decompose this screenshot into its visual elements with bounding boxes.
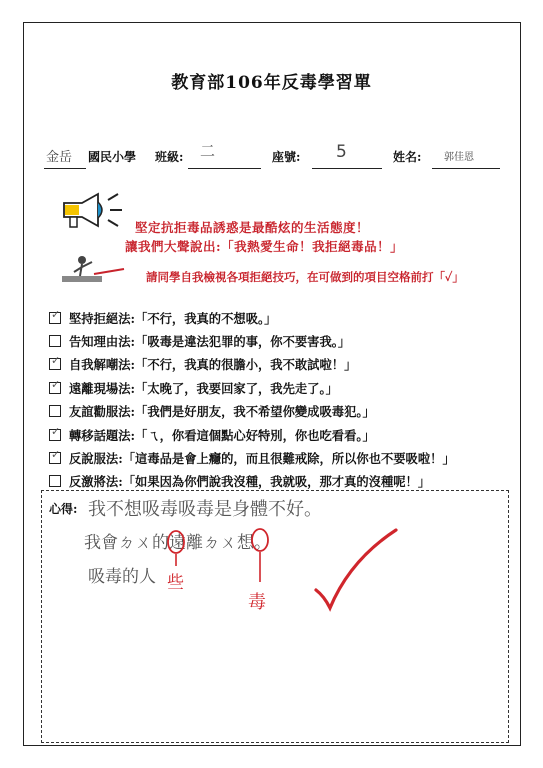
correction-char-1: 些	[167, 573, 184, 593]
item-text: 告知理由法:「吸毒是違法犯罪的事，你不要害我。」	[69, 334, 351, 350]
name-underline	[432, 150, 500, 169]
reflection-line-2: 我會ㄉㄨ的遠離ㄉㄨ想。	[84, 533, 271, 553]
school-suffix: 國民小學	[88, 150, 137, 164]
reflection-label: 心得:	[49, 502, 78, 516]
seat-value: 5	[336, 142, 347, 162]
checklist-item	[49, 353, 509, 376]
checkbox[interactable]	[49, 448, 61, 464]
worksheet-title: 教育部106年反毒學習單	[171, 73, 372, 93]
check-mark-icon: ✓	[51, 307, 61, 321]
megaphone-icon	[60, 190, 130, 232]
item-text: 反說服法:「這毒品是會上癮的，而且很難戒除，所以你也不要吸啦！」	[69, 451, 455, 467]
school-name-handwritten: 金岳	[46, 150, 73, 165]
checklist-item	[49, 329, 509, 352]
check-mark-icon: ✓	[51, 377, 61, 391]
checkbox[interactable]	[49, 475, 61, 487]
item-text: 堅持拒絕法:「不行，我真的不想吸。」	[69, 310, 277, 326]
seat-underline	[312, 150, 382, 169]
class-value: 二	[200, 142, 216, 160]
name-value: 郭佳恩	[444, 152, 474, 163]
checkbox[interactable]	[49, 424, 61, 441]
seat-label: 座號:	[272, 150, 301, 164]
checklist-item	[49, 306, 509, 329]
slogan-line-1: 堅定抗拒毒品誘惑是最酷炫的生活態度！	[135, 220, 370, 235]
checklist-item	[49, 423, 509, 446]
slogan-line-2: 讓我們大聲說出:「我熱愛生命！我拒絕毒品！」	[125, 239, 404, 254]
check-mark-icon: ✓	[51, 424, 61, 438]
checklist-item	[49, 446, 509, 469]
checkbox[interactable]	[49, 405, 61, 417]
checklist-item	[49, 376, 509, 399]
item-text: 遠離現場法:「太晚了，我要回家了，我先走了。」	[69, 380, 338, 396]
item-text: 反激將法:「如果因為你們說我沒種，我就吸，那才真的沒種呢！」	[69, 474, 431, 490]
check-mark-icon: ✓	[51, 354, 61, 368]
correction-char-2: 毒	[248, 592, 266, 613]
class-label: 班級:	[155, 150, 184, 164]
checkbox[interactable]	[49, 377, 61, 394]
check-mark-icon: ✓	[51, 448, 61, 462]
reflection-line-1: 我不想吸毒吸毒是身體不好。	[88, 499, 322, 520]
name-label: 姓名:	[393, 150, 422, 164]
school-underline	[44, 150, 86, 169]
class-underline	[188, 150, 261, 169]
instruction-text: 請同學自我檢視各項拒絕技巧，在可做到的項目空格前打「✓」	[146, 270, 464, 284]
checkbox[interactable]	[49, 354, 61, 370]
checkbox[interactable]	[49, 307, 61, 324]
item-text: 友誼勸服法:「我們是好朋友，我不希望你變成吸毒犯。」	[69, 404, 375, 420]
checklist-item	[49, 400, 509, 423]
checkbox[interactable]	[49, 335, 61, 347]
item-text: 轉移話題法:「ㄟ，你看這個點心好特別，你也吃看看。」	[69, 427, 375, 443]
checklist	[49, 306, 509, 493]
pointing-figure-icon	[58, 254, 126, 284]
reflection-line-3: 吸毒的人	[88, 567, 156, 587]
item-text: 自我解嘲法:「不行，我真的很膽小，我不敢試啦！」	[69, 357, 357, 373]
teacher-correction-marks	[160, 520, 400, 630]
